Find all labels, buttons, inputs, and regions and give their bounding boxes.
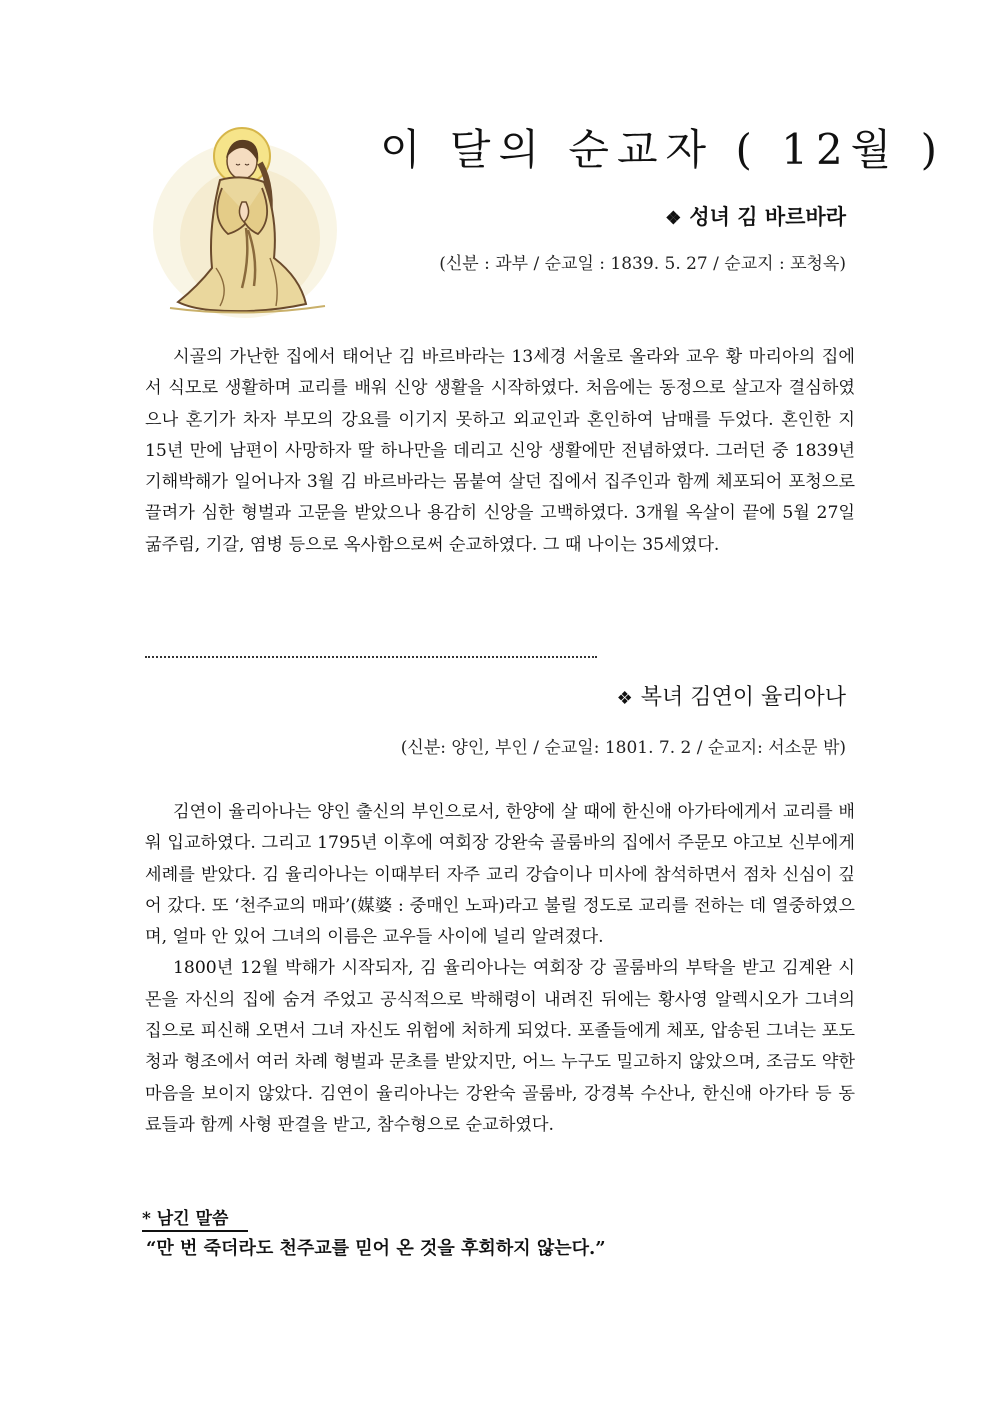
martyr2-info: (신분: 양인, 부인 / 순교일: 1801. 7. 2 / 순교지: 서소문 밖) xyxy=(400,738,846,758)
page-title: 이 달의 순교자 ( 12월 ) xyxy=(380,125,945,174)
diamond-bullet-icon: ❖ xyxy=(665,208,682,229)
saying-heading: * 남긴 말씀 xyxy=(142,1204,248,1232)
martyr2-body xyxy=(145,797,855,1141)
martyr2-name: 복녀 김연이 율리아나 xyxy=(640,685,846,710)
martyr1-body xyxy=(145,342,855,561)
martyr1-heading xyxy=(665,201,846,231)
martyr2-heading xyxy=(617,680,846,711)
section-divider xyxy=(145,656,597,658)
martyr2-paragraph: 1800년 12월 박해가 시작되자, 김 율리아나는 여회장 강 골룸바의 부탁을 받고 김계완 시몬을 자신의 집에 숨겨 주었고 공식적으로 박해령이 내려진 뒤에는 황사영 알렉시오가 그녀의 집으로 피신해 오면서 그녀 자신도 위험에 처하게 되었다. 포졸들에게 체포, 압송된 그녀는 포도청과 형조에서 여러 차례 형벌과 문초를 받았지만, 어느 누구도 밀고하지 않았으며, 조금도 약한 마음을 보이지 않았다. 김연이 율리아나는 강완숙 골룸바, 강경복 수산나, 한신애 아가타 등 동료들과 함께 사형 판결을 받고, 참수형으로 순교하였다. xyxy=(145,958,855,1135)
martyr1-name: 성녀 김 바르바라 xyxy=(689,204,846,229)
saying-quote: “만 번 죽더라도 천주교를 믿어 온 것을 후회하지 않는다.” xyxy=(146,1238,606,1259)
martyr1-info: (신분 : 과부 / 순교일 : 1839. 5. 27 / 순교지 : 포청옥) xyxy=(439,254,846,274)
martyr1-paragraph: 시골의 가난한 집에서 태어난 김 바르바라는 13세경 서울로 올라와 교우 황 마리아의 집에서 식모로 생활하며 교리를 배워 신앙 생활을 시작하였다. 처음에는 동정으로 살고자 결심하였으나 혼기가 차자 부모의 강요를 이기지 못하고 외교인과 혼인하여 남매를 두었다. 혼인한 지 15년 만에 남편이 사망하자 딸 하나만을 데리고 신앙 생활에만 전념하였다. 그러던 중 1839년 기해박해가 일어나자 3월 김 바르바라는 몸붙여 살던 집에서 집주인과 함께 체포되어 포청으로 끌려가 심한 형벌과 고문을 받았으나 용감히 신앙을 고백하였다. 3개월 옥살이 끝에 5월 27일 굶주림, 기갈, 염병 등으로 옥사함으로써 순교하였다. 그 때 나이는 35세였다. xyxy=(145,347,855,555)
diamond-bullet-icon: ❖ xyxy=(616,688,633,709)
praying-hands xyxy=(239,202,248,222)
praying-saint-illustration xyxy=(150,118,340,318)
martyr2-paragraph: 김연이 율리아나는 양인 출신의 부인으로서, 한양에 살 때에 한신애 아가타에게서 교리를 배워 입교하였다. 그리고 1795년 이후에 여회장 강완숙 골룸바의 집에서 주문모 야고보 신부에게 세례를 받았다. 김 율리아나는 이때부터 자주 교리 강습이나 미사에 참석하면서 점차 신심이 깊어 갔다. 또 ‘천주교의 매파’(媒婆 : 중매인 노파)라고 불릴 정도로 교리를 전하는 데 열중하였으며, 얼마 안 있어 그녀의 이름은 교우들 사이에 널리 알려졌다. xyxy=(145,802,855,948)
